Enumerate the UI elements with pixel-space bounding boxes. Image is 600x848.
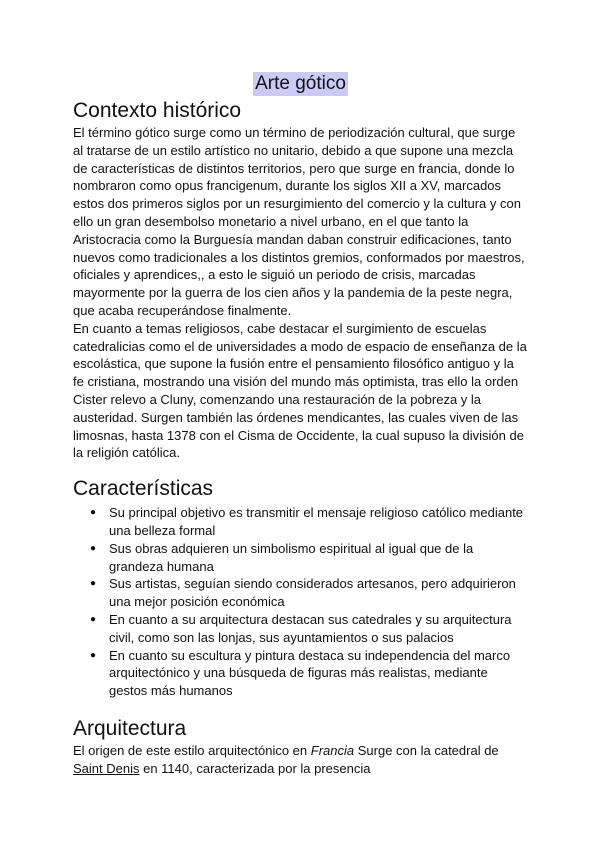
document-page: [73, 72, 528, 778]
list-item-text: Su principal objetivo es transmitir el mensaje religioso católico mediante una belleza formal: [109, 505, 524, 538]
bullet-icon: ●: [90, 507, 97, 519]
list-item: [90, 611, 528, 647]
heading-contexto: Contexto histórico: [73, 99, 242, 122]
list-item-text: En cuanto a su arquitectura destacan sus catedrales y su arquitectura civil, como son las lonjas, sus ayuntamientos o sus palacios: [109, 611, 512, 645]
heading-arquitectura: Arquitectura: [73, 716, 187, 740]
arq-text-2: Surge con la catedral de: [354, 742, 499, 758]
arq-underline-saint-denis: Saint Denis: [73, 760, 140, 776]
paragraph-contexto-2: En cuanto a temas religiosos, cabe destacar el surgimiento de escuelas catedralicias como el de universidades a modo de espacio de enseñanza de la escolástica, que supone la fusión entre el pensamiento filosófico antiguo y la fe cristiana, mostrando una visión del mundo más optimista, tras ello la orden Cister relevo a Cluny, comenzando una restauración de la pobreza y la austeridad. Surgen también las órdenes mendicantes, las cuales viven de las limosnas, hasta 1378 con el Cisma de Occidente, la cual supuso la división de la religión católica.: [73, 320, 527, 461]
arq-text-3: en 1140, caracterizada por la presencia: [139, 760, 371, 776]
paragraph-contexto-1: El término gótico surge como un término de periodización cultural, que surge al tratarse de un estilo artístico no unitario, debido a que supone una mezcla de características de distintos territorios, pero que surge en francia, donde lo nombraron como opus francigenum, durante los siglos XII a XV, marcados estos dos primeros siglos por un resurgimiento del comercio y la cultura y con ello un gran desembolso monetario a nivel urbano, en el que tanto la Aristocracia como la Burguesía mandan daban construir edificaciones, tanto nuevos como tradicionales a los distintos gremios, conformados por maestros, oficiales y aprendices,, a esto le siguió un periodo de crisis, marcadas mayormente por la guerra de los cien años y la pandemia de la peste negra, que acaba recuperándose finalmente.: [73, 125, 525, 318]
bullet-icon: ●: [90, 578, 97, 590]
bullet-icon: ●: [90, 542, 97, 554]
list-item: [90, 575, 528, 611]
document-title: Arte gótico: [255, 73, 346, 94]
bullet-icon: ●: [90, 613, 97, 625]
bullet-icon: ●: [90, 649, 97, 661]
arq-text-1: El origen de este estilo arquitectónico en: [73, 742, 311, 758]
heading-caracteristicas: Características: [73, 477, 214, 501]
list-item: [90, 647, 528, 700]
paragraph-arquitectura: [73, 742, 528, 778]
list-item-text: Sus artistas, seguían siendo considerados artesanos, pero adquirieron una mejor posición económica: [109, 576, 516, 610]
list-item: [90, 504, 528, 540]
list-item-text: En cuanto su escultura y pintura destaca su independencia del marco arquitectónico y una búsqueda de figuras más realistas, mediante gestos más humanos: [109, 647, 511, 699]
list-item: [90, 540, 528, 576]
list-item-text: Sus obras adquieren un simbolismo espiritual al igual que de la grandeza humana: [109, 540, 474, 574]
arq-emphasis-francia: Francia: [310, 742, 355, 758]
caracteristicas-list: [73, 504, 528, 700]
title-wrap: [73, 72, 528, 98]
